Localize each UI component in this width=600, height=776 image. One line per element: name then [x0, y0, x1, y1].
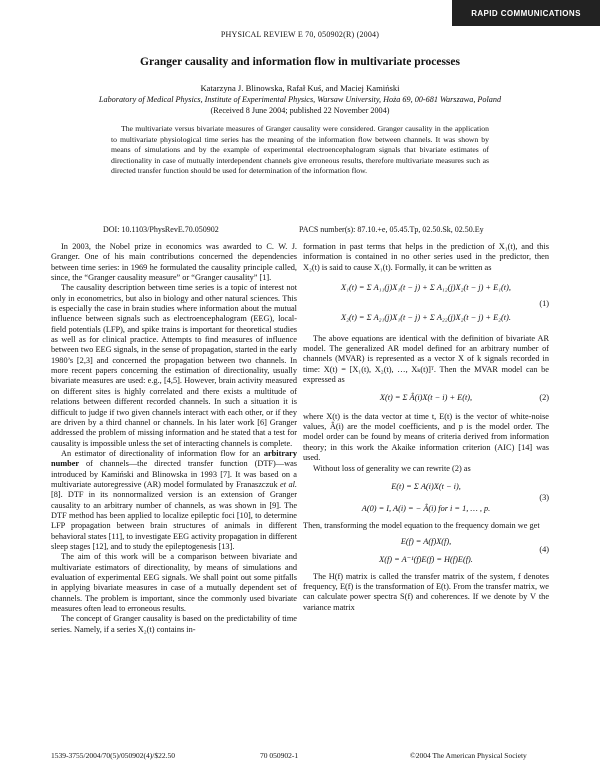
paragraph: The concept of Granger causality is based on the predictability of time series. Namely, if a series X₂(t) contains in-: [51, 614, 297, 634]
emphasis-italic: et al.: [280, 479, 298, 489]
received-dates: (Received 8 June 2004; published 22 November 2004): [210, 106, 390, 115]
paragraph: where X(t) is the data vector at time t, E(t) is the vector of white-noise values, Â(i) are the model coefficients, and p is the model order. The model order can be found by means of criteria derived from information theory; in this work the Akaike information criterion (AIC) [14] was used.: [303, 411, 549, 463]
paragraph: The H(f) matrix is called the transfer matrix of the system, f denotes frequency, E(f) is the transformation of E(t). From the transfer matrix, we can calculate power spectra S(f) and coherences. If we denote by V the variance matrix: [303, 571, 549, 612]
journal-reference: PHYSICAL REVIEW E 70, 050902(R) (2004): [220, 30, 380, 39]
equation-line: X(t) = Σ Â(i)X(t − i) + E(t),: [379, 393, 473, 403]
text-run: An estimator of directionality of information flow for an: [61, 448, 264, 458]
equation-line: X(f) = A⁻¹(f)E(f) = H(f)E(f).: [379, 555, 473, 565]
equation-number: (3): [539, 492, 549, 502]
text-run: [8]. DTF in its nonnormalized version is an extension of Granger causality to an arbitrary number of channels, as was shown in [9]. The DTF method has been applied to localize epileptic foci [10], to determine LFP propagation between brain structures of animals in different behavioral states [11], to investigate EEG activity propagation in different sleep stages [12], and to study the epileptogenesis [13].: [51, 490, 297, 551]
text-run: of channels—the directed transfer function (DTF)—was introduced by Kamiński and Blinowska in 1993 [7]. It was based on a multivariate autoregressive (AR) model formulated by Franaszczuk: [51, 459, 297, 489]
emphasis-bold: arbitrary number: [51, 448, 297, 469]
equation-number: (1): [539, 299, 549, 309]
equation-3: [303, 482, 549, 515]
paragraph: In 2003, the Nobel prize in economics was awarded to C. W. J. Granger. One of his main contributions concerned the dependencies between time series: in 1969 he formulated the causality principle called, since, the “Granger causality measure” or “Granger causality” [1].: [51, 242, 297, 283]
doi[interactable]: DOI: 10.1103/PhysRevE.70.050902: [103, 225, 219, 234]
paragraph: formation in past terms that helps in the prediction of X₁(t), and this information is contained in no other series used in the predictor, then X₂(t) is said to cause X₁(t). Formally, it can be written as: [303, 242, 549, 272]
equation-number: (4): [539, 544, 549, 554]
equation-2: [303, 393, 549, 403]
rapid-communications-banner: RAPID COMMUNICATIONS: [452, 0, 600, 26]
equation-line: X₁(t) = Σ A₁₁(j)X₁(t − j) + Σ A₁₂(j)X₂(t − j) + E₁(t),: [341, 283, 511, 293]
paragraph: The above equations are identical with the definition of bivariate AR model. The generalized AR model defined for an arbitrary number of channels (MVAR) is represented as a vector X of k signals recorded in time: X(t) = [X₁(t), X₂(t), …, Xₖ(t)]ᵀ. Then the MVAR model can be expressed as: [303, 333, 549, 385]
paragraph: The aim of this work will be a comparison between bivariate and multivariate estimators of directionality, by means of simulations and evaluation of experimental EEG signals. We shall point out some pitfalls in applying bivariate measures in case of a mutually dependent set of channels. The problem is important, since the commonly used bivariate measures often lead to erroneous results.: [51, 552, 297, 614]
paragraph: Then, transforming the model equation to the frequency domain we get: [303, 520, 540, 530]
left-column: [51, 242, 297, 635]
equation-4: [303, 537, 549, 566]
footer-copyright: ©2004 The American Physical Society: [410, 751, 527, 760]
paragraph: Without loss of generality we can rewrite (2) as: [313, 463, 471, 473]
pacs-numbers: PACS number(s): 87.10.+e, 05.45.Tp, 02.50.Sk, 02.50.Ey: [299, 225, 484, 234]
equation-line: E(t) = Σ A(i)X(t − i),: [391, 481, 461, 491]
author-list: Katarzyna J. Blinowska, Rafał Kuś, and Maciej Kamiński: [200, 83, 400, 93]
paragraph: The causality description between time series is a topic of interest not only in econometrics, but also in biology and other natural sciences. This is especially the case in brain studies where information about the mutual influence between signals such as electroencephalogram (EEG), local-field potentials (LFP), and spike trains is important for theoretical studies as well as for clinical practice. Attempts to find measures of influence between two EEG signals, in the sense of propagation, started in the early 1980’s [2,3] and concerned the propagation between two channels. In more recent papers concerning the estimation of directionality, usually bivariate measures are used: e.g., [4,5]. However, brain activity measured on different sites is highly correlated and there exists a multitude of relations between different recorded channels. In such a situation it is difficult to judge if two given channels interact with each other, or if they are driven by a third channel or channels. In his later work [6] Granger addressed the problem of missing information and he stated that a test for causality is impossible unless the set of interacting channels is complete.: [51, 283, 297, 448]
equation-line: A(0) = I, A(i) = − Â(i) for i = 1, … , p.: [361, 504, 491, 514]
paragraph: [51, 449, 297, 552]
paper-title: Granger causality and information flow in multivariate processes: [140, 56, 460, 68]
abstract: The multivariate versus bivariate measures of Granger causality were considered. Granger causality in the application to multivariate physiological time series has the meaning of the information flow between channels. It was shown by means of simulations and by the example of experimental electroencephalogram signals that bivariate estimates of directionality in case of mutually interdependent channels give erroneous results, therefore multivariate measures such as directed transfer function should be used for determination of the information flow.: [111, 124, 489, 176]
footer-page-number: 70 050902-1: [260, 751, 299, 760]
affiliation: Laboratory of Medical Physics, Institute of Experimental Physics, Warsaw University, Hoża 69, 00-681 Warszawa, Poland: [98, 95, 502, 104]
equation-line: X₂(t) = Σ A₂₁(j)X₁(t − j) + Σ A₂₂(j)X₂(t − j) + E₂(t).: [341, 313, 511, 323]
equation-number: (2): [539, 393, 549, 403]
equation-1: [303, 283, 549, 324]
right-column: [303, 242, 549, 613]
equation-line: E(f) = A(f)X(f),: [400, 536, 452, 546]
footer-issn: 1539-3755/2004/70(5)/050902(4)/$22.50: [51, 751, 175, 760]
